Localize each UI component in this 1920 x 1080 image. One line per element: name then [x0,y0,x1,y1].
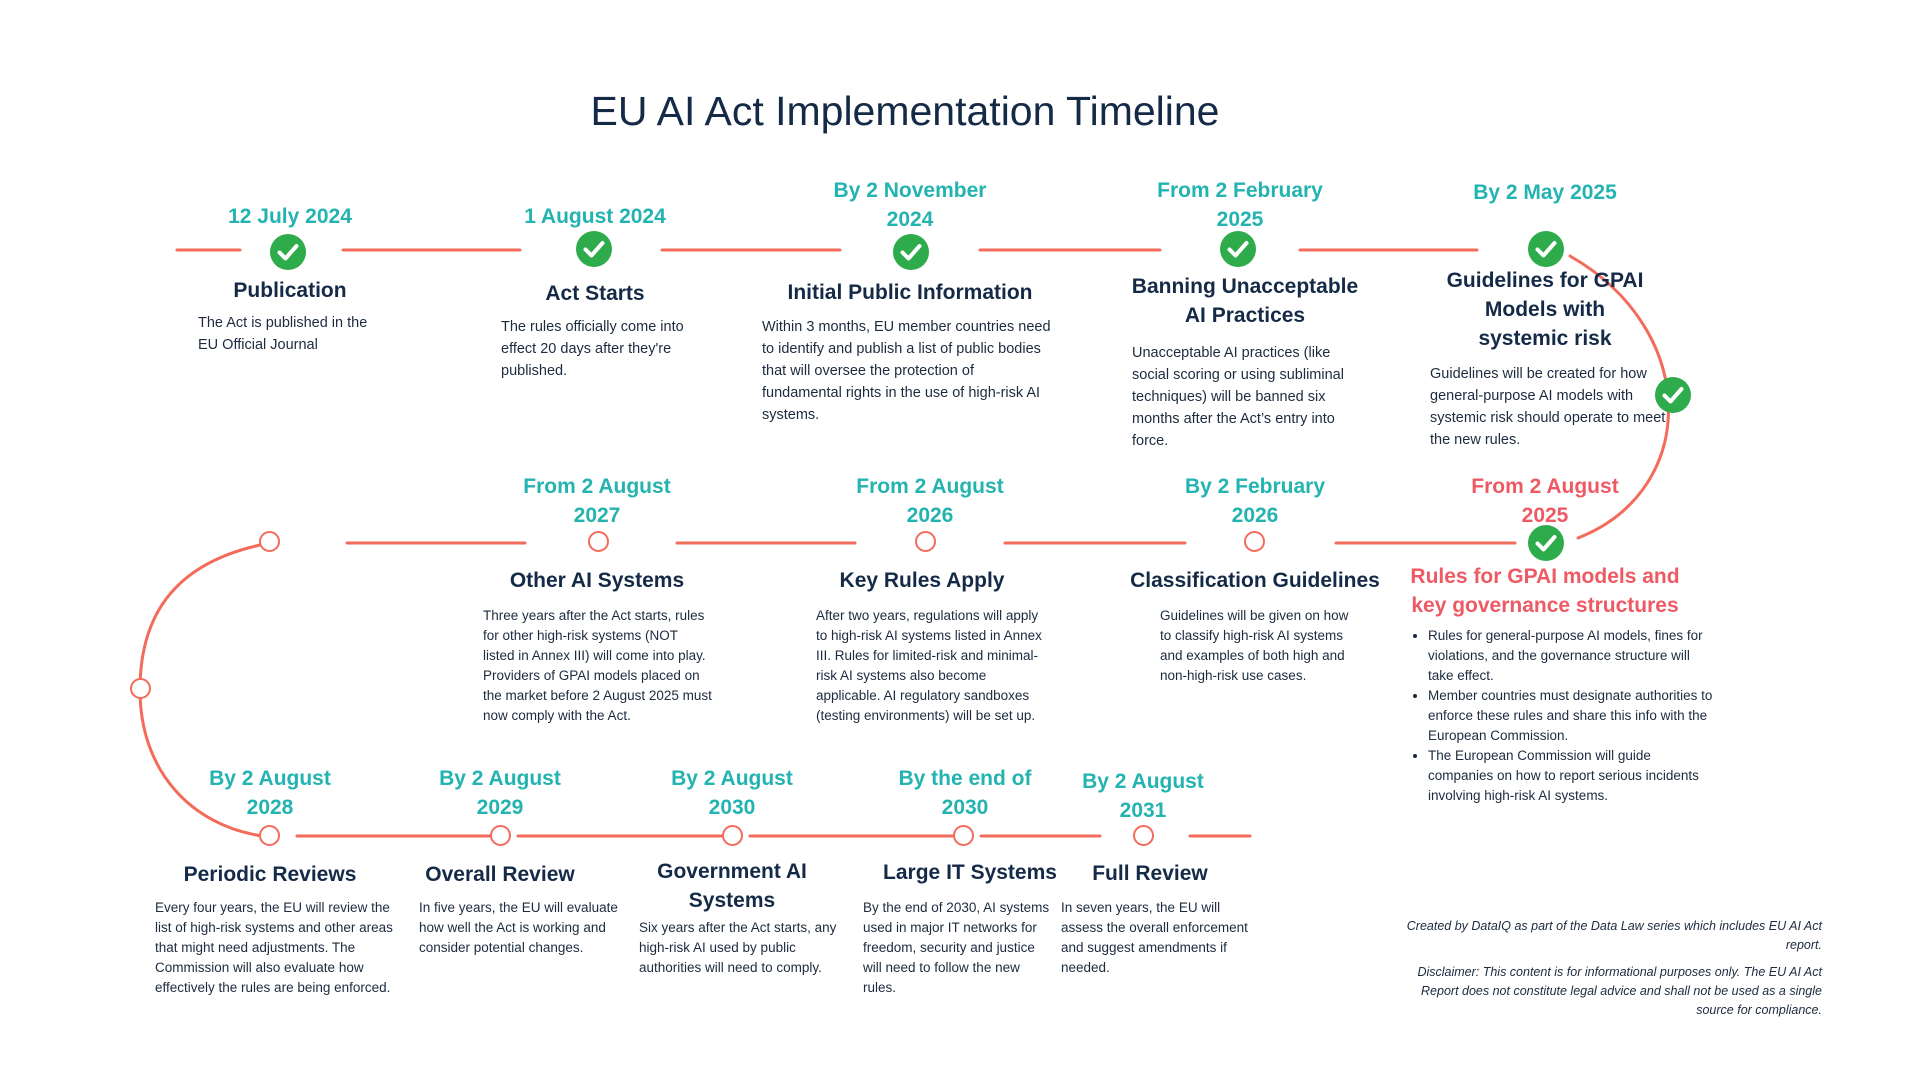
milestone-date: By 2 May 2025 [1473,181,1617,204]
milestone-date: By 2 August 2031 [1082,770,1204,822]
milestone-description: Every four years, the EU will review the list of high-risk systems and other areas that might need adjustments. The Commission will also evaluate how effectively the rules are being enforced. [155,900,393,995]
milestone-date: By 2 November 2024 [833,179,987,231]
milestone-description: By the end of 2030, AI systems used in major IT networks for freedom, security and justice will need to follow the new rules. [863,900,1050,995]
milestone-heading: Periodic Reviews [183,863,357,886]
milestone-date: By the end of 2030 [898,767,1032,819]
check-circle-icon [575,230,613,268]
milestone-heading: Key Rules Apply [839,569,1005,592]
check-circle-icon [1219,230,1257,268]
check-circle-icon [892,233,930,271]
milestone-description: In seven years, the EU will assess the overall enforcement and suggest amendments if needed. [1061,900,1248,975]
milestone-description: In five years, the EU will evaluate how well the Act is working and consider potential changes. [419,900,618,955]
milestone-date: From 2 August 2027 [523,475,671,527]
milestone-ring [722,825,743,846]
milestone-heading: Rules for GPAI models and key governance structures [1410,565,1680,617]
milestone-description: Guidelines will be given on how to classify high-risk AI systems and examples of both high and non-high-risk use cases. [1160,608,1349,683]
milestone-description: Guidelines will be created for how general-purpose AI models with systemic risk should operate to meet the new rules. [1430,366,1666,448]
check-circle-icon [1527,230,1565,268]
milestone-heading: Classification Guidelines [1130,569,1380,592]
list-item: • Member countries must designate authorities to enforce these rules and share this info with the European Commission. [1428,686,1718,746]
milestone-date: By 2 August 2030 [671,767,793,819]
page-title: EU AI Act Implementation Timeline [590,88,1220,134]
milestone-ring [490,825,511,846]
milestone-ring [1244,531,1265,552]
milestone-ring [1133,825,1154,846]
milestone-date: From 2 August 2026 [856,475,1004,527]
milestone-description: The Act is published in the EU Official Journal [198,315,368,353]
milestone-date: 12 July 2024 [228,205,352,228]
milestone-date: By 2 August 2028 [209,767,331,819]
milestone-date: From 2 February 2025 [1157,179,1323,231]
list-item: • The European Commission will guide companies on how to report serious incidents involving high-risk AI systems. [1428,746,1718,806]
credit-note: Created by DataIQ as part of the Data Law series which includes EU AI Act report. [1406,919,1822,952]
milestone-ring [130,678,151,699]
milestone-heading: Other AI Systems [509,569,685,592]
milestone-description: Within 3 months, EU member countries need to identify and publish a list of public bodies that will oversee the protection of fundamental rights in the use of high-risk AI systems. [762,319,1051,423]
milestone-heading: Initial Public Information [787,281,1033,304]
milestone-ring [259,531,280,552]
milestone-description: The rules officially come into effect 20 days after they're published. [501,319,684,379]
milestone-ring [915,531,936,552]
milestone-date: By 2 February 2026 [1184,475,1326,527]
milestone-heading: Full Review [1092,862,1208,885]
milestone-date: 1 August 2024 [524,205,666,228]
milestone-bullet-list [1412,626,1718,806]
milestone-description: Unacceptable AI practices (like social scoring or using subliminal techniques) will be banned six months after the Act’s entry into force. [1132,345,1344,449]
milestone-ring [588,531,609,552]
milestone-heading: Government AI Systems [657,860,807,912]
milestone-date: By 2 August 2029 [439,767,561,819]
milestone-heading: Banning Unacceptable AI Practices [1131,275,1359,327]
disclaimer-note: Disclaimer: This content is for informational purposes only. The EU AI Act Report does not constitute legal advice and shall not be used as a single source for compliance. [1417,965,1822,1017]
milestone-heading: Guidelines for GPAI Models with systemic risk [1446,269,1644,350]
milestone-ring [259,825,280,846]
milestone-heading: Overall Review [425,863,575,886]
milestone-description: Three years after the Act starts, rules for other high-risk systems (NOT listed in Annex III) will come into play. Providers of GPAI models placed on the market before 2 August 2025 must now comply with the Act. [483,608,712,723]
milestone-heading: Publication [233,279,347,302]
milestone-heading: Act Starts [545,282,645,305]
milestone-heading: Large IT Systems [883,861,1057,884]
milestone-description: Six years after the Act starts, any high-risk AI used by public authorities will need to comply. [639,920,837,975]
list-item: • Rules for general-purpose AI models, fines for violations, and the governance structure will take effect. [1428,626,1718,686]
milestone-description: After two years, regulations will apply to high-risk AI systems listed in Annex III. Rules for limited-risk and minimal-risk AI systems also become applicable. AI regulatory sandboxes (testing environments) will be set up. [816,608,1042,723]
milestone-ring [953,825,974,846]
milestone-date: From 2 August 2025 [1471,475,1619,527]
check-circle-icon [269,233,307,271]
